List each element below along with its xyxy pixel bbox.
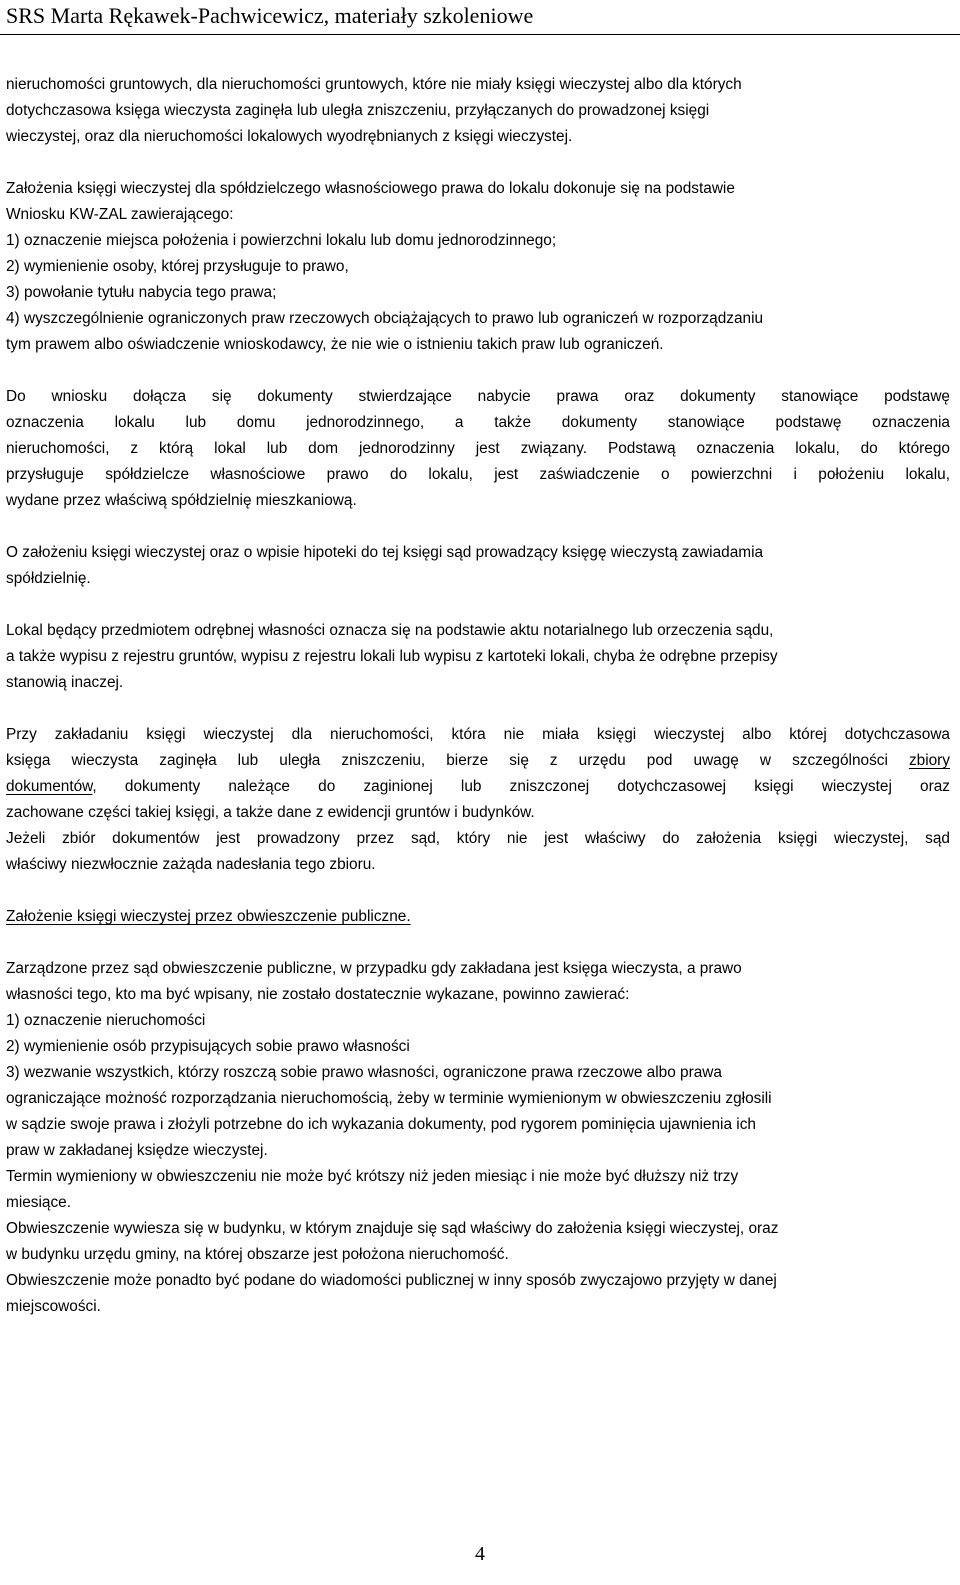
paragraph-public-notice bbox=[6, 956, 950, 1320]
page-header-title: SRS Marta Rękawek-Pachwicewicz, materiały szkoleniowe bbox=[6, 3, 534, 28]
document-body bbox=[6, 72, 950, 1320]
text-line: ograniczające możność rozporządzania nieruchomością, żeby w terminie wymienionym w obwieszczeniu zgłosili bbox=[6, 1090, 772, 1107]
text-line: praw w zakładanej księdze wieczystej. bbox=[6, 1142, 268, 1159]
text-line: właściwy niezwłocznie zażąda nadesłania tego zbioru. bbox=[6, 856, 376, 873]
text-line: miejscowości. bbox=[6, 1298, 101, 1315]
text-line: Obwieszczenie wywiesza się w budynku, w którym znajduje się sąd właściwy do założenia księgi wieczystej, oraz bbox=[6, 1220, 779, 1237]
underlined-term: dokumentów bbox=[6, 778, 93, 795]
paragraph-separate-ownership bbox=[6, 618, 950, 696]
text-line: w budynku urzędu gminy, na której obszarze jest położona nieruchomość. bbox=[6, 1246, 509, 1263]
list-item: 2) wymienienie osoby, której przysługuje to prawo, bbox=[6, 258, 349, 275]
text-line: miesiące. bbox=[6, 1194, 72, 1211]
text-line: Termin wymieniony w obwieszczeniu nie może być krótszy niż jeden miesiąc i nie może być dłuższy niż trzy bbox=[6, 1168, 739, 1185]
text-line: Do wniosku dołącza się dokumenty stwierdzające nabycie prawa oraz dokumenty stanowiące podstawę bbox=[6, 388, 950, 405]
text-line: nieruchomości, z którą lokal lub dom jednorodzinny jest związany. Podstawą oznaczenia lokalu, do którego bbox=[6, 440, 950, 457]
list-item: 1) oznaczenie miejsca położenia i powierzchni lokalu lub domu jednorodzinnego; bbox=[6, 232, 557, 249]
text-line: dotychczasowa księga wieczysta zaginęła lub uległa zniszczeniu, przyłączanych do prowadzonej księgi bbox=[6, 102, 710, 119]
text-line: Zarządzone przez sąd obwieszczenie publiczne, w przypadku gdy zakładana jest księga wieczysta, a prawo bbox=[6, 960, 742, 977]
text-line: Przy zakładaniu księgi wieczystej dla nieruchomości, która nie miała księgi wieczystej albo której dotychczasowa bbox=[6, 726, 950, 743]
text-line: O założeniu księgi wieczystej oraz o wpisie hipoteki do tej księgi sąd prowadzący księgę wieczystą zawiadamia bbox=[6, 544, 764, 561]
text-line: stanowią inaczej. bbox=[6, 674, 124, 691]
text-line: nieruchomości gruntowych, dla nieruchomości gruntowych, które nie miały księgi wieczystej albo dla których bbox=[6, 76, 742, 93]
text-line: Wniosku KW-ZAL zawierającego: bbox=[6, 206, 234, 223]
text-line: Założenia księgi wieczystej dla spółdzielczego własnościowego prawa do lokalu dokonuje się na podstawie bbox=[6, 180, 735, 197]
text-line: w sądzie swoje prawa i złożyli potrzebne do ich wykazania dokumenty, pod rygorem pominięcia ujawnienia ich bbox=[6, 1116, 756, 1133]
paragraph-cooperative-notice bbox=[6, 540, 950, 592]
list-item: 4) wyszczególnienie ograniczonych praw rzeczowych obciążających to prawo lub ograniczeń w rozporządzaniu bbox=[6, 310, 764, 327]
text-line: wieczystej, oraz dla nieruchomości lokalowych wyodrębnianych z księgi wieczystej. bbox=[6, 128, 573, 145]
section-heading bbox=[6, 904, 950, 930]
text-line: przysługuje spółdzielcze własnościowe prawo do lokalu, jest zaświadczenie o powierzchni i położeniu lokalu, bbox=[6, 466, 950, 483]
text-line: własności tego, kto ma być wpisany, nie zostało dostatecznie wykazane, powinno zawierać: bbox=[6, 986, 630, 1003]
list-item: 2) wymienienie osób przypisujących sobie prawo własności bbox=[6, 1038, 410, 1055]
text-line: spółdzielnię. bbox=[6, 570, 91, 587]
text-line: a także wypisu z rejestru gruntów, wypisu z rejestru lokali lub wypisu z kartoteki lokali, chyba że odrębne przepisy bbox=[6, 648, 778, 665]
paragraph-attached-documents bbox=[6, 384, 950, 514]
text-line: Obwieszczenie może ponadto być podane do wiadomości publicznej w inny sposób zwyczajowo przyjęty w danej bbox=[6, 1272, 777, 1289]
list-item: 3) wezwanie wszystkich, którzy roszczą sobie prawo własności, ograniczone prawa rzeczowe albo prawa bbox=[6, 1064, 722, 1081]
paragraph-continuation bbox=[6, 72, 950, 150]
text-fragment: księga wieczysta zaginęła lub uległa zniszczeniu, bierze się z urzędu pod uwagę w szczególności bbox=[6, 752, 888, 769]
list-item: 1) oznaczenie nieruchomości bbox=[6, 1012, 206, 1029]
list-item: 3) powołanie tytułu nabycia tego prawa; bbox=[6, 284, 277, 301]
header-divider bbox=[0, 34, 960, 35]
text-line: Lokal będący przedmiotem odrębnej własności oznacza się na podstawie aktu notarialnego lub orzeczenia sądu, bbox=[6, 622, 774, 639]
text-line: zachowane części takiej księgi, a także dane z ewidencji gruntów i budynków. bbox=[6, 804, 535, 821]
text-line: tym prawem albo oświadczenie wnioskodawcy, że nie wie o istnieniu takich praw lub ograniczeń. bbox=[6, 336, 664, 353]
text-line bbox=[6, 748, 950, 774]
text-line bbox=[6, 774, 950, 800]
text-line: Jeżeli zbiór dokumentów jest prowadzony przez sąd, który nie jest właściwy do założenia księgi wieczystej, sąd bbox=[6, 830, 950, 847]
paragraph-lost-register bbox=[6, 722, 950, 878]
page-number: 4 bbox=[475, 1543, 485, 1565]
section-heading-text: Założenie księgi wieczystej przez obwieszczenie publiczne. bbox=[6, 908, 411, 925]
underlined-term: zbiory bbox=[908, 752, 950, 769]
text-fragment: , dokumenty należące do zaginionej lub zniszczonej dotychczasowej księgi wieczystej oraz bbox=[92, 778, 950, 795]
paragraph-kw-zal-application bbox=[6, 176, 950, 358]
text-line: wydane przez właściwą spółdzielnię mieszkaniową. bbox=[6, 492, 357, 509]
text-line: oznaczenia lokalu lub domu jednorodzinnego, a także dokumenty stanowiące podstawę oznaczenia bbox=[6, 414, 950, 431]
